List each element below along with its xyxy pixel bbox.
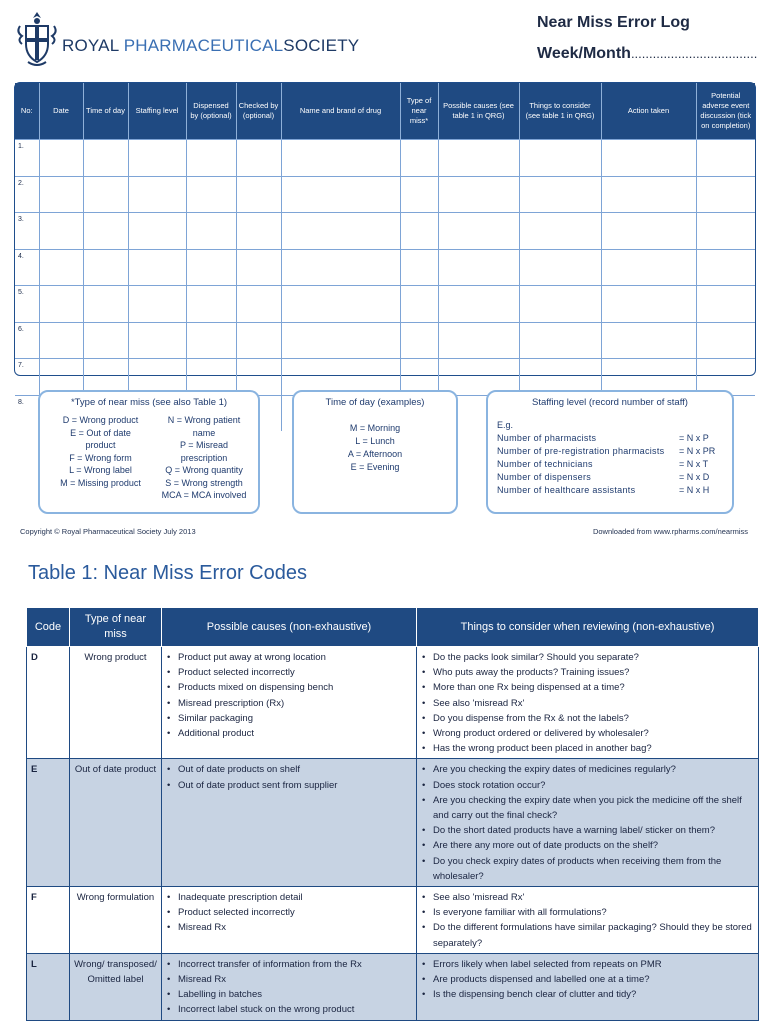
causes-cell (162, 953, 417, 1020)
consider-item: • See also 'misread Rx' (431, 696, 754, 711)
log-cell[interactable] (281, 176, 400, 213)
log-cell[interactable] (438, 176, 519, 213)
consider-item: • Wrong product ordered or delivered by wholesaler? (431, 726, 754, 741)
log-cell[interactable] (83, 286, 128, 323)
log-cell[interactable] (601, 249, 696, 286)
brand-name: ROYAL PHARMACEUTICALSOCIETY (62, 36, 360, 55)
near-miss-type: name (192, 427, 216, 438)
near-miss-type: prescription (180, 452, 228, 463)
log-cell[interactable] (601, 140, 696, 177)
codes-table-header (27, 608, 759, 647)
consider-item: • Are you checking the expiry date when you pick the medicine off the shelf and carry out the final check? (431, 793, 754, 823)
code-row (27, 953, 759, 1020)
log-cell[interactable] (519, 140, 601, 177)
log-cell[interactable] (438, 286, 519, 323)
log-cell[interactable] (83, 249, 128, 286)
consider-item: • Are products dispensed and labelled one at a time? (431, 972, 754, 987)
log-cell[interactable] (128, 249, 186, 286)
consider-item: • Does stock rotation occur? (431, 778, 754, 793)
log-cell[interactable] (519, 249, 601, 286)
time-of-day-item: L = Lunch (355, 436, 395, 446)
log-cell[interactable] (281, 286, 400, 323)
consider-item: • See also 'misread Rx' (431, 890, 754, 905)
log-cell[interactable] (400, 140, 438, 177)
causes-cell (162, 759, 417, 887)
cause-item: • Product selected incorrectly (176, 665, 412, 680)
type-cell: Wrong/ transposed/ Omitted label (70, 953, 162, 1020)
causes-cell (162, 887, 417, 954)
type-cell: Wrong formulation (70, 887, 162, 954)
cause-item: • Product selected incorrectly (176, 905, 412, 920)
column-header: Date (39, 83, 83, 140)
column-header: Possible causes (see table 1 in QRG) (438, 83, 519, 140)
cause-item: • Incorrect transfer of information from the Rx (176, 957, 412, 972)
column-header: Potential adverse event discussion (tick on completion) (696, 83, 755, 140)
type-cell: Out of date product (70, 759, 162, 887)
time-of-day-item: A = Afternoon (347, 449, 403, 459)
consider-item: • Who puts away the products? Training issues? (431, 665, 754, 680)
consider-cell (417, 647, 759, 759)
log-cell[interactable] (696, 286, 755, 323)
page-title: Near Miss Error Log (537, 14, 690, 31)
log-cell[interactable] (601, 213, 696, 250)
column-header: Possible causes (non-exhaustive) (162, 608, 417, 647)
log-row (15, 213, 755, 250)
consider-item: • Is the dispensing bench clear of clutter and tidy? (431, 987, 754, 1002)
cause-item: • Out of date product sent from supplier (176, 778, 412, 793)
row-number: 2. (15, 176, 39, 213)
log-cell[interactable] (438, 249, 519, 286)
log-cell[interactable] (39, 176, 83, 213)
cause-item: • Misread Rx (176, 920, 412, 935)
log-cell[interactable] (236, 286, 281, 323)
near-miss-type: F = Wrong form (69, 452, 132, 463)
log-row (15, 322, 755, 359)
column-header: Type of near miss* (400, 83, 438, 140)
log-cell[interactable] (186, 140, 236, 177)
page-header (0, 0, 768, 80)
column-header: Things to consider when reviewing (non-exhaustive) (417, 608, 759, 647)
log-cell[interactable] (519, 213, 601, 250)
download-link[interactable]: Downloaded from www.rpharms.com/nearmiss (592, 527, 748, 536)
log-cell[interactable] (39, 286, 83, 323)
column-header: Code (27, 608, 70, 647)
error-codes-table (26, 607, 758, 1024)
near-miss-types-title: *Type of near miss (see also Table 1) (70, 397, 228, 408)
staffing-level-title: Staffing level (record number of staff) (532, 397, 688, 408)
log-cell[interactable] (400, 286, 438, 323)
log-cell[interactable] (519, 322, 601, 359)
log-cell[interactable] (696, 322, 755, 359)
log-cell[interactable] (519, 286, 601, 323)
cause-item: • Incorrect label stuck on the wrong product (176, 1002, 412, 1017)
log-cell[interactable] (39, 249, 83, 286)
log-cell[interactable] (39, 322, 83, 359)
row-number: 6. (15, 322, 39, 359)
log-cell[interactable] (236, 213, 281, 250)
staffing-example-label: E.g. (497, 420, 514, 430)
log-cell[interactable] (83, 322, 128, 359)
consider-item: • Errors likely when label selected from repeats on PMR (431, 957, 754, 972)
log-row (15, 140, 755, 177)
row-number: 1. (15, 140, 39, 177)
log-cell[interactable] (696, 213, 755, 250)
time-of-day-item: E = Evening (350, 462, 400, 472)
log-cell[interactable] (236, 176, 281, 213)
log-cell[interactable] (236, 249, 281, 286)
log-cell[interactable] (39, 213, 83, 250)
consider-item: • Is everyone familiar with all formulations? (431, 905, 754, 920)
log-cell[interactable] (281, 322, 400, 359)
consider-item: • Do you dispense from the Rx & not the labels? (431, 711, 754, 726)
consider-cell (417, 759, 759, 887)
near-miss-type: D = Wrong product (62, 415, 139, 425)
consider-item: • Are there any more out of date products on the shelf? (431, 838, 754, 853)
log-cell[interactable] (601, 176, 696, 213)
log-cell[interactable] (696, 176, 755, 213)
log-cell[interactable] (236, 140, 281, 177)
near-miss-type: P = Misread (179, 440, 229, 450)
log-cell[interactable] (128, 322, 186, 359)
near-miss-type: N = Wrong patient (167, 415, 241, 425)
near-miss-type: L = Wrong label (69, 465, 132, 475)
log-cell[interactable] (128, 213, 186, 250)
log-cell[interactable] (519, 176, 601, 213)
consider-cell (417, 887, 759, 954)
log-cell[interactable] (128, 140, 186, 177)
log-cell[interactable] (696, 140, 755, 177)
cause-item: • Out of date products on shelf (176, 762, 412, 777)
near-miss-type: product (85, 440, 116, 450)
column-header: Time of day (83, 83, 128, 140)
near-miss-types-box (38, 390, 260, 514)
row-number: 3. (15, 213, 39, 250)
log-cell[interactable] (128, 176, 186, 213)
log-cell[interactable] (400, 249, 438, 286)
cause-item: • Misread prescription (Rx) (176, 696, 412, 711)
code-cell: F (27, 887, 70, 954)
log-cell[interactable] (128, 286, 186, 323)
cause-item: • Inadequate prescription detail (176, 890, 412, 905)
log-table-header (15, 83, 755, 140)
column-header: No: (15, 83, 39, 140)
cause-item: • Labelling in batches (176, 987, 412, 1002)
column-header: Type of near miss (70, 608, 162, 647)
log-cell[interactable] (601, 286, 696, 323)
type-cell: Wrong product (70, 647, 162, 759)
log-cell[interactable] (83, 213, 128, 250)
near-miss-type: S = Wrong strength (165, 477, 243, 488)
column-header: Name and brand of drug (281, 83, 400, 140)
log-row (15, 176, 755, 213)
log-cell[interactable] (281, 249, 400, 286)
log-cell[interactable] (186, 286, 236, 323)
code-row (27, 647, 759, 759)
week-month-field: Week/Month................................... (537, 45, 758, 62)
column-header: Checked by (optional) (236, 83, 281, 140)
near-miss-type: MCA = MCA involved (161, 490, 247, 500)
code-cell: L (27, 953, 70, 1020)
time-of-day-item: M = Morning (349, 423, 401, 433)
consider-item: • Do the packs look similar? Should you separate? (431, 650, 754, 665)
cause-item: • Product put away at wrong location (176, 650, 412, 665)
log-row (15, 249, 755, 286)
cause-item: • Misread Rx (176, 972, 412, 987)
cause-item: • Similar packaging (176, 711, 412, 726)
code-cell: E (27, 759, 70, 887)
log-cell[interactable] (186, 249, 236, 286)
log-cell[interactable] (83, 140, 128, 177)
time-of-day-box (292, 390, 458, 514)
log-cell[interactable] (438, 322, 519, 359)
near-miss-type: E = Out of date (70, 427, 131, 438)
log-cell[interactable] (39, 140, 83, 177)
staffing-level-box: Staffing level (record number of staff) E.g. Number of pharmacists = N x P Number of pre-registration pharmacists = N x PR Number of technicians = N x T Number of dispensers = N x D Number of healthcare assistants = N x H (486, 390, 734, 514)
causes-cell (162, 647, 417, 759)
time-of-day-title: Time of day (examples) (325, 397, 425, 408)
code-cell: D (27, 647, 70, 759)
table1-title: Table 1: Near Miss Error Codes (28, 562, 307, 584)
log-cell[interactable] (83, 176, 128, 213)
log-cell[interactable] (438, 213, 519, 250)
log-cell[interactable] (281, 140, 400, 177)
log-cell[interactable] (400, 176, 438, 213)
log-cell[interactable] (186, 322, 236, 359)
row-number: 4. (15, 249, 39, 286)
row-number: 8. (15, 395, 39, 431)
consider-item: • Do the short dated products have a warning label/ sticker on them? (431, 823, 754, 838)
column-header: Things to consider (see table 1 in QRG) (519, 83, 601, 140)
row-number: 5. (15, 286, 39, 323)
code-row (27, 759, 759, 887)
log-cell[interactable] (281, 213, 400, 250)
crest-logo-icon (14, 10, 60, 68)
consider-item: • Are you checking the expiry dates of medicines regularly? (431, 762, 754, 777)
copyright-text: Copyright © Royal Pharmaceutical Society July 2013 (20, 527, 196, 536)
cause-item: • Products mixed on dispensing bench (176, 680, 412, 695)
consider-item: • Do you check expiry dates of products when receiving them from the wholesaler? (431, 854, 754, 884)
consider-item: • More than one Rx being dispensed at a time? (431, 680, 754, 695)
near-miss-type: M = Missing product (60, 477, 141, 488)
consider-cell (417, 953, 759, 1020)
log-cell[interactable] (186, 176, 236, 213)
consider-item: • Has the wrong product been placed in another bag? (431, 741, 754, 756)
consider-item: • Do the different formulations have similar packaging? Should they be stored separately? (431, 920, 754, 950)
near-miss-type: Q = Wrong quantity (165, 465, 243, 475)
log-cell[interactable] (438, 140, 519, 177)
row-number: 7. (15, 359, 39, 396)
log-cell[interactable] (696, 249, 755, 286)
column-header: Action taken (601, 83, 696, 140)
cause-item: • Additional product (176, 726, 412, 741)
log-cell[interactable] (601, 322, 696, 359)
column-header: Dispensed by (optional) (186, 83, 236, 140)
log-cell[interactable] (186, 213, 236, 250)
log-cell[interactable] (400, 322, 438, 359)
code-row (27, 887, 759, 954)
column-header: Staffing level (128, 83, 186, 140)
log-row (15, 286, 755, 323)
log-cell[interactable] (236, 322, 281, 359)
log-cell[interactable] (400, 213, 438, 250)
